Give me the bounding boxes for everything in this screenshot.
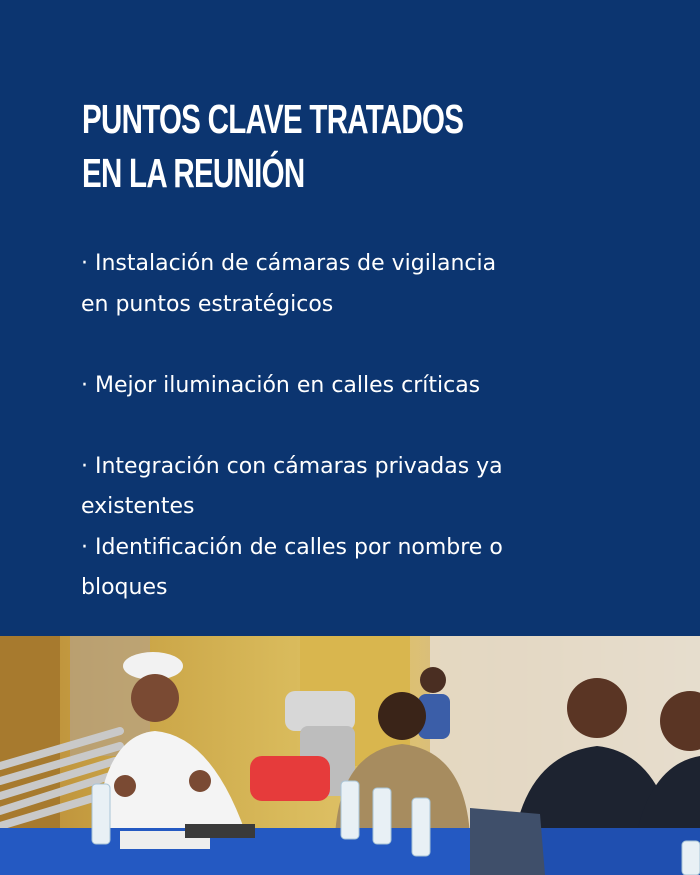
list-item-line: · Integración con cámaras privadas ya xyxy=(81,453,503,479)
key-points-list xyxy=(81,244,681,609)
person-background xyxy=(418,667,450,739)
list-item xyxy=(81,366,681,407)
list-item xyxy=(81,447,681,528)
title-line-2: EN LA REUNIÓN xyxy=(82,150,305,196)
laptop xyxy=(470,808,545,875)
notebook xyxy=(185,824,255,838)
meeting-photo xyxy=(0,636,700,875)
title-line-1: PUNTOS CLAVE TRATADOS xyxy=(82,96,464,142)
list-item-line: · Instalación de cámaras de vigilancia xyxy=(81,251,497,276)
list-item-line: bloques xyxy=(81,575,168,600)
list-item-line: existentes xyxy=(81,494,195,519)
page-title xyxy=(82,92,485,200)
meeting-photo-illustration xyxy=(0,636,700,875)
list-item-line: · Mejor iluminación en calles críticas xyxy=(81,372,481,398)
list-item xyxy=(81,244,681,325)
list-item xyxy=(81,528,681,609)
list-item-line: en puntos estratégicos xyxy=(81,291,334,317)
scooter xyxy=(250,691,355,801)
list-item-line: · Identificación de calles por nombre o xyxy=(81,534,503,560)
